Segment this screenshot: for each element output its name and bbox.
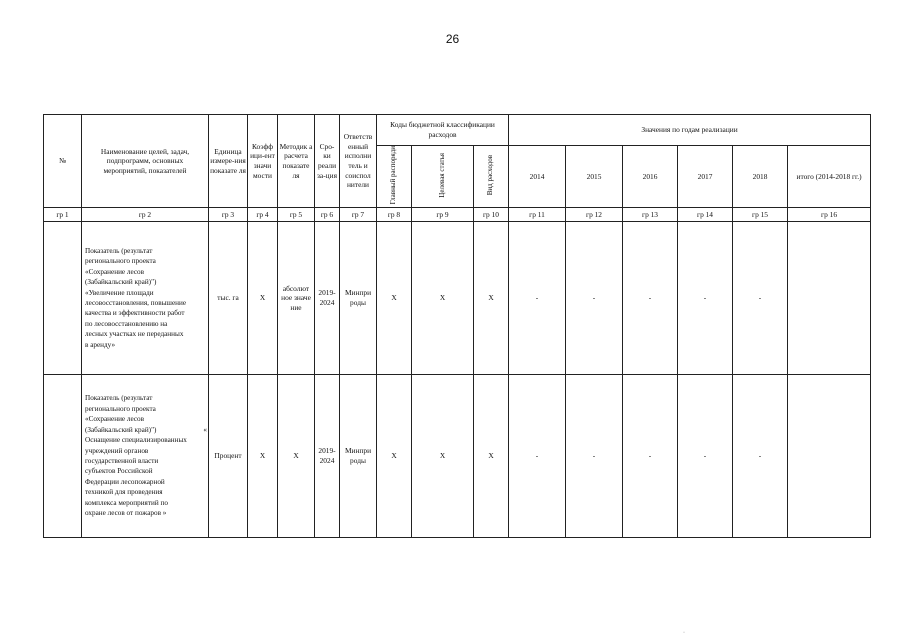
header-year-total: итого (2014-2018 гг.) xyxy=(788,146,871,208)
colnum: гр 12 xyxy=(566,207,623,221)
colnum: гр 15 xyxy=(733,207,788,221)
row-gr8: X xyxy=(377,374,412,537)
row-unit: Процент xyxy=(209,374,248,537)
row-method: X xyxy=(278,374,315,537)
colnum: гр 10 xyxy=(474,207,509,221)
header-year-2018: 2018 xyxy=(733,146,788,208)
colnum: гр 14 xyxy=(678,207,733,221)
row-year-total xyxy=(788,221,871,374)
header-unit: Единица измере-ния показате ля xyxy=(209,115,248,208)
row-year-total xyxy=(788,374,871,537)
row-name xyxy=(82,374,209,537)
stray-mark: · xyxy=(683,630,685,636)
row-gr9: X xyxy=(412,374,474,537)
colnum: гр 8 xyxy=(377,207,412,221)
row-year-2014: - xyxy=(509,374,566,537)
row-terms: 2019-2024 xyxy=(315,374,340,537)
header-years-title: Значения по годам реализации xyxy=(509,115,871,146)
colnum: гр 4 xyxy=(248,207,278,221)
header-year-2016: 2016 xyxy=(623,146,678,208)
colnum: гр 13 xyxy=(623,207,678,221)
name-line: качества и эффективности работ xyxy=(85,309,185,318)
header-method: Методик а расчета показате ля xyxy=(278,115,315,208)
name-line: субъектов Российской xyxy=(85,467,153,476)
header-resp: Ответств енный исполни тель и соиспол нители xyxy=(340,115,377,208)
row-year-2018: - xyxy=(733,221,788,374)
header-budget-codes: Коды бюджетной классификации расходов xyxy=(377,115,509,146)
colnum: гр 1 xyxy=(44,207,82,221)
header-budget-target xyxy=(412,146,474,208)
colnum: гр 11 xyxy=(509,207,566,221)
name-line: регионального проекта xyxy=(85,257,156,266)
row-resp: Минпри роды xyxy=(340,221,377,374)
name-line xyxy=(85,425,205,435)
header-name: Наименование целей, задач, подпрограмм, основных мероприятий, показателей xyxy=(82,115,209,208)
row-year-2015: - xyxy=(566,374,623,537)
column-numbers-row xyxy=(44,207,871,221)
row-year-2015: - xyxy=(566,221,623,374)
name-line: «Увеличение площади xyxy=(85,288,154,297)
row-name xyxy=(82,221,209,374)
name-line-text: (Забайкальский край)") xyxy=(85,425,157,434)
colnum: гр 9 xyxy=(412,207,474,221)
header-terms: Сро-ки реали за-ция xyxy=(315,115,340,208)
header-num: № xyxy=(44,115,82,208)
header-year-2015: 2015 xyxy=(566,146,623,208)
row-year-2016: - xyxy=(623,221,678,374)
colnum: гр 7 xyxy=(340,207,377,221)
colnum: гр 16 xyxy=(788,207,871,221)
row-gr10: X xyxy=(474,221,509,374)
row-year-2016: - xyxy=(623,374,678,537)
row-coef: X xyxy=(248,374,278,537)
colnum: гр 2 xyxy=(82,207,209,221)
row-gr9: X xyxy=(412,221,474,374)
row-num xyxy=(44,221,82,374)
colnum: гр 5 xyxy=(278,207,315,221)
name-line: в аренду» xyxy=(85,340,116,349)
name-line: лесовосстановления, повышение xyxy=(85,298,187,307)
budget-table xyxy=(43,114,871,538)
header-budget-main xyxy=(377,146,412,208)
name-line: комплекса мероприятий по xyxy=(85,498,168,507)
name-line: «Сохранение лесов xyxy=(85,267,145,276)
table-row xyxy=(44,221,871,374)
name-line: регионального проекта xyxy=(85,404,156,413)
colnum: гр 3 xyxy=(209,207,248,221)
row-year-2014: - xyxy=(509,221,566,374)
header-budget-kind-text: Вид расходов xyxy=(486,155,495,196)
name-line: Федерации лесопожарной xyxy=(85,477,165,486)
name-line: «Сохранение лесов xyxy=(85,415,145,424)
header-row-top xyxy=(44,115,871,146)
name-line: (Забайкальский край)") xyxy=(85,278,157,287)
row-gr10: X xyxy=(474,374,509,537)
header-year-2017: 2017 xyxy=(678,146,733,208)
colnum: гр 6 xyxy=(315,207,340,221)
row-terms: 2019-2024 xyxy=(315,221,340,374)
header-year-2014: 2014 xyxy=(509,146,566,208)
row-gr8: X xyxy=(377,221,412,374)
row-unit: тыс. га xyxy=(209,221,248,374)
row-method: абсолют ное значе ние xyxy=(278,221,315,374)
row-coef: X xyxy=(248,221,278,374)
name-line: Показатель (результат xyxy=(85,394,153,403)
header-coef: Коэфф ици-ент значи мости xyxy=(248,115,278,208)
name-line: Показатель (результат xyxy=(85,246,153,255)
name-line: государственной власти xyxy=(85,456,159,465)
name-line: по лесовосстановлению на xyxy=(85,319,168,328)
name-line: лесных участках не переданных xyxy=(85,330,184,339)
row-year-2017: - xyxy=(678,374,733,537)
row-year-2018: - xyxy=(733,374,788,537)
name-tail: « xyxy=(203,425,207,434)
row-num xyxy=(44,374,82,537)
header-budget-kind xyxy=(474,146,509,208)
row-year-2017: - xyxy=(678,221,733,374)
header-budget-target-text: Целевая статья xyxy=(437,152,446,198)
name-line: техникой для проведения xyxy=(85,488,163,497)
table-row xyxy=(44,374,871,537)
name-line: охране лесов от пожаров » xyxy=(85,509,167,518)
header-budget-main-text: Главный распоряди xyxy=(389,146,398,205)
page-number: 26 xyxy=(445,32,460,46)
name-line: учреждений органов xyxy=(85,446,149,455)
name-line: Оснащение специализированных xyxy=(85,436,187,445)
row-resp: Минпри роды xyxy=(340,374,377,537)
